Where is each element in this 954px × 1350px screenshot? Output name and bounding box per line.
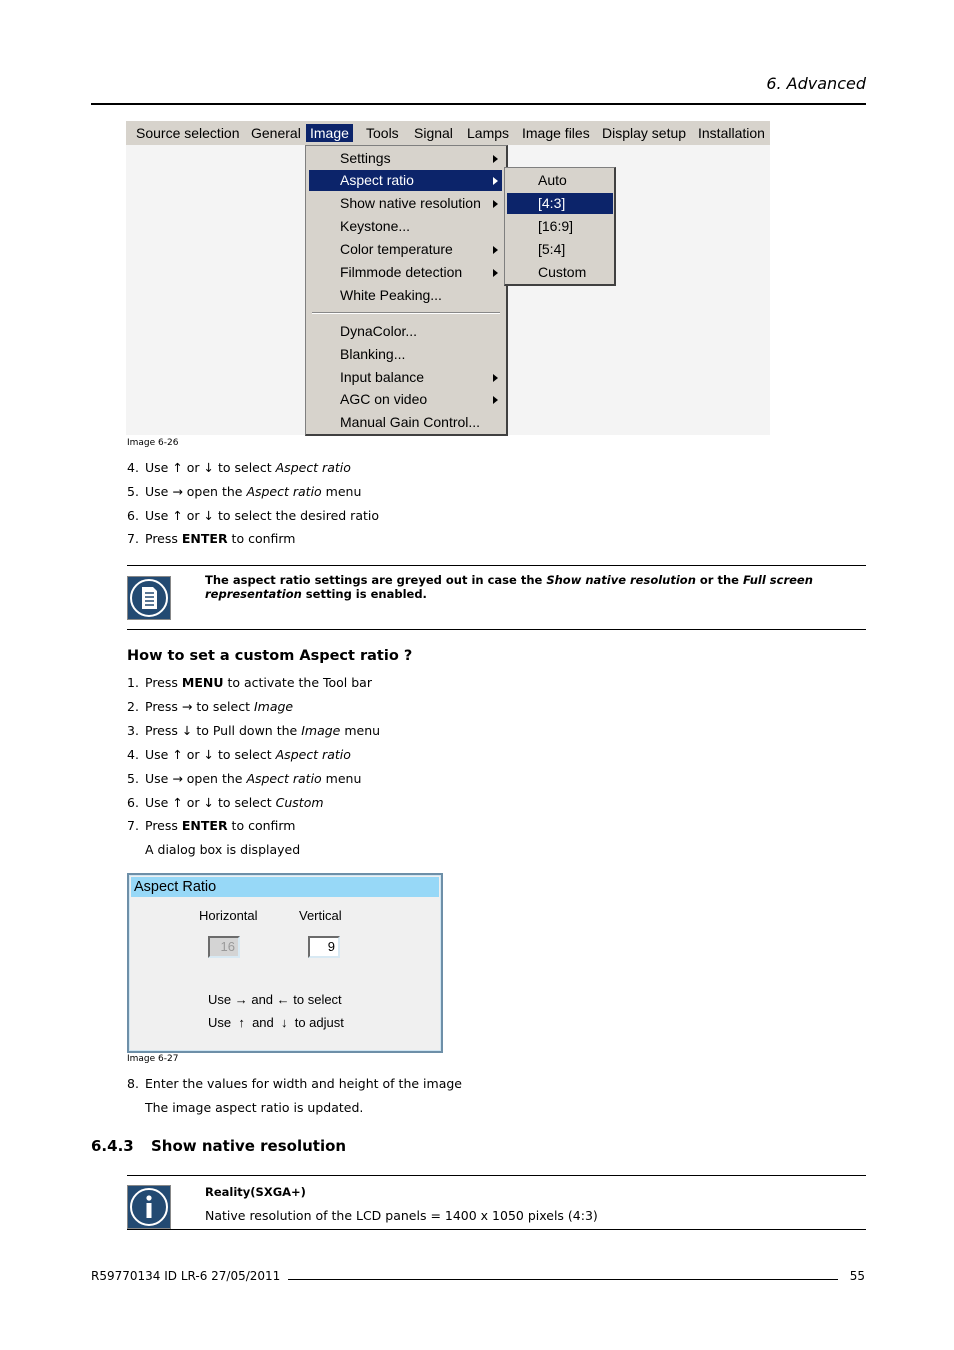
menuitem-white-peaking[interactable] <box>309 285 502 306</box>
menu-image[interactable]: Image <box>306 124 353 142</box>
chapter-title: 6. Advanced <box>766 74 866 93</box>
menuitem-label: Filmmode detection <box>340 264 463 280</box>
menuitem-label: White Peaking... <box>340 287 442 303</box>
step-emphasis: Aspect ratio <box>275 460 351 475</box>
vertical-label: Vertical <box>299 908 342 923</box>
submenu-item-5-4[interactable]: [5:4] <box>538 241 566 257</box>
menu-display-setup[interactable]: Display setup <box>602 125 687 141</box>
footer-rule <box>288 1279 838 1280</box>
step-item <box>127 508 379 523</box>
step-key: ENTER <box>181 818 228 833</box>
step-number: 8. <box>127 1076 139 1091</box>
menu-separator <box>312 312 500 314</box>
menu-installation[interactable]: Installation <box>698 125 765 141</box>
menuitem-settings[interactable] <box>309 148 502 169</box>
submenu-arrow-icon <box>493 177 498 185</box>
menuitem-show-native-resolution[interactable] <box>309 193 502 214</box>
dialog-hint-adjust: Use ↑ and ↓ to adjust <box>208 1015 344 1030</box>
menuitem-aspect-ratio[interactable] <box>309 170 502 191</box>
info-icon <box>127 1185 171 1229</box>
section-heading: How to set a custom Aspect ratio ? <box>127 648 413 664</box>
step-item <box>127 531 296 546</box>
step-result: A dialog box is displayed <box>145 842 301 857</box>
step-emphasis: Aspect ratio <box>275 747 351 762</box>
note-text-part: The aspect ratio settings are greyed out in case the <box>205 573 547 587</box>
submenu-item-4-3[interactable]: [4:3] <box>507 193 613 214</box>
menuitem-label: Color temperature <box>340 241 453 257</box>
menuitem-blanking[interactable] <box>309 344 502 365</box>
section-title: Show native resolution <box>151 1137 347 1155</box>
step-text: to confirm <box>227 818 296 833</box>
section-number: 6.4.3 <box>91 1137 134 1155</box>
note-emphasis: Show native resolution <box>546 573 696 587</box>
menuitem-label: Show native resolution <box>340 195 481 211</box>
menuitem-label: Aspect ratio <box>340 172 414 188</box>
menuitem-label: Input balance <box>340 369 425 385</box>
note-icon <box>127 576 171 620</box>
step-item <box>127 771 361 786</box>
step-text: Use ↑ or ↓ to select <box>145 460 276 475</box>
menuitem-keystone[interactable] <box>309 216 502 237</box>
note-text <box>205 573 866 601</box>
page-number: 55 <box>849 1269 865 1283</box>
step-number: 3. <box>127 723 139 738</box>
note-emphasis: Full screen representation <box>205 573 813 601</box>
step-emphasis: Aspect ratio <box>246 771 322 786</box>
step-emphasis: Image <box>253 699 294 714</box>
menuitem-agc-on-video[interactable] <box>309 389 502 410</box>
step-number: 4. <box>127 747 139 762</box>
step-item <box>127 460 351 475</box>
aspect-ratio-dialog <box>127 873 443 1053</box>
step-text: menu <box>340 723 381 738</box>
menuitem-label: Keystone... <box>340 218 411 234</box>
step-text: to confirm <box>227 531 296 546</box>
step-text: to activate the Tool bar <box>223 675 372 690</box>
info-rule-top <box>127 1175 866 1176</box>
step-text: Press <box>145 675 182 690</box>
step-text: Press <box>145 818 182 833</box>
dialog-title: Aspect Ratio <box>131 877 439 897</box>
step-key: MENU <box>181 675 224 690</box>
step-key: ENTER <box>181 531 228 546</box>
menu-image-files[interactable]: Image files <box>522 125 590 141</box>
step-text: Use ↑ or ↓ to select <box>145 747 276 762</box>
step-text: Enter the values for width and height of the image <box>145 1076 462 1091</box>
step-text: Use ↑ or ↓ to select <box>145 795 276 810</box>
note-text-part: setting is enabled. <box>301 587 427 601</box>
horizontal-input[interactable]: 16 <box>208 936 240 958</box>
step-text: menu <box>321 484 362 499</box>
menuitem-label: Blanking... <box>340 346 406 362</box>
submenu-arrow-icon <box>493 396 498 404</box>
header-rule <box>91 103 866 105</box>
vertical-input[interactable]: 9 <box>308 936 340 958</box>
note-text-part: or the <box>695 573 743 587</box>
info-title: Reality(SXGA+) <box>205 1185 306 1199</box>
aspect-ratio-submenu <box>504 167 616 286</box>
step-number: 5. <box>127 771 139 786</box>
step-emphasis: Aspect ratio <box>246 484 322 499</box>
step-item <box>127 723 380 738</box>
menuitem-label: Settings <box>340 150 391 166</box>
submenu-arrow-icon <box>493 246 498 254</box>
step-item <box>127 675 372 690</box>
step-item <box>127 795 324 810</box>
menu-lamps[interactable]: Lamps <box>467 125 510 141</box>
step-number: 6. <box>127 508 139 523</box>
step-item <box>127 747 351 762</box>
note-rule-bottom <box>127 629 866 630</box>
note-rule-top <box>127 565 866 566</box>
dialog-hint-select: Use → and ← to select <box>208 992 342 1007</box>
menuitem-dynacolor[interactable] <box>309 321 502 342</box>
submenu-arrow-icon <box>493 155 498 163</box>
menu-signal[interactable]: Signal <box>414 125 453 141</box>
step-text: Use → open the <box>145 484 247 499</box>
footer-doc-id: R59770134 ID LR-6 27/05/2011 <box>91 1269 281 1283</box>
submenu-item-16-9[interactable]: [16:9] <box>538 218 574 234</box>
step-number: 1. <box>127 675 139 690</box>
step-emphasis: Image <box>301 723 341 738</box>
step-text: Press ↓ to Pull down the <box>145 723 302 738</box>
step-text: menu <box>321 771 362 786</box>
step-number: 4. <box>127 460 139 475</box>
horizontal-label: Horizontal <box>199 908 258 923</box>
submenu-arrow-icon <box>493 200 498 208</box>
menuitem-manual-gain-control[interactable] <box>309 412 502 433</box>
step-item <box>127 1076 462 1091</box>
menuitem-input-balance[interactable] <box>309 367 502 388</box>
submenu-arrow-icon <box>493 269 498 277</box>
menubar <box>126 121 770 145</box>
menuitem-color-temperature[interactable] <box>309 239 502 260</box>
step-text: Use → open the <box>145 771 247 786</box>
submenu-item-custom[interactable]: Custom <box>538 264 587 280</box>
menu-source-selection[interactable]: Source selection <box>136 125 240 141</box>
info-rule-bottom <box>127 1229 866 1230</box>
step-text: Press <box>145 531 182 546</box>
info-text: Native resolution of the LCD panels = 1400 x 1050 pixels (4:3) <box>205 1208 598 1223</box>
step-number: 6. <box>127 795 139 810</box>
step-number: 7. <box>127 818 139 833</box>
image-dropdown-menu <box>305 145 508 436</box>
menuitem-label: DynaColor... <box>340 323 418 339</box>
menuitem-label: AGC on video <box>340 391 428 407</box>
menuitem-label: Manual Gain Control... <box>340 414 481 430</box>
menu-tools[interactable]: Tools <box>366 125 399 141</box>
menuitem-filmmode-detection[interactable] <box>309 262 502 283</box>
step-item <box>127 699 293 714</box>
step-number: 7. <box>127 531 139 546</box>
step-number: 5. <box>127 484 139 499</box>
image-caption: Image 6-27 <box>127 1054 179 1064</box>
step-text: Use ↑ or ↓ to select the desired ratio <box>145 508 379 523</box>
step-item <box>127 484 361 499</box>
step-item <box>127 818 296 833</box>
step-text: Press → to select <box>145 699 254 714</box>
step-result: The image aspect ratio is updated. <box>145 1100 364 1115</box>
menu-general[interactable]: General <box>251 125 301 141</box>
submenu-item-auto[interactable]: Auto <box>538 172 567 188</box>
submenu-arrow-icon <box>493 374 498 382</box>
step-emphasis: Custom <box>275 795 324 810</box>
step-number: 2. <box>127 699 139 714</box>
image-caption: Image 6-26 <box>127 438 179 448</box>
